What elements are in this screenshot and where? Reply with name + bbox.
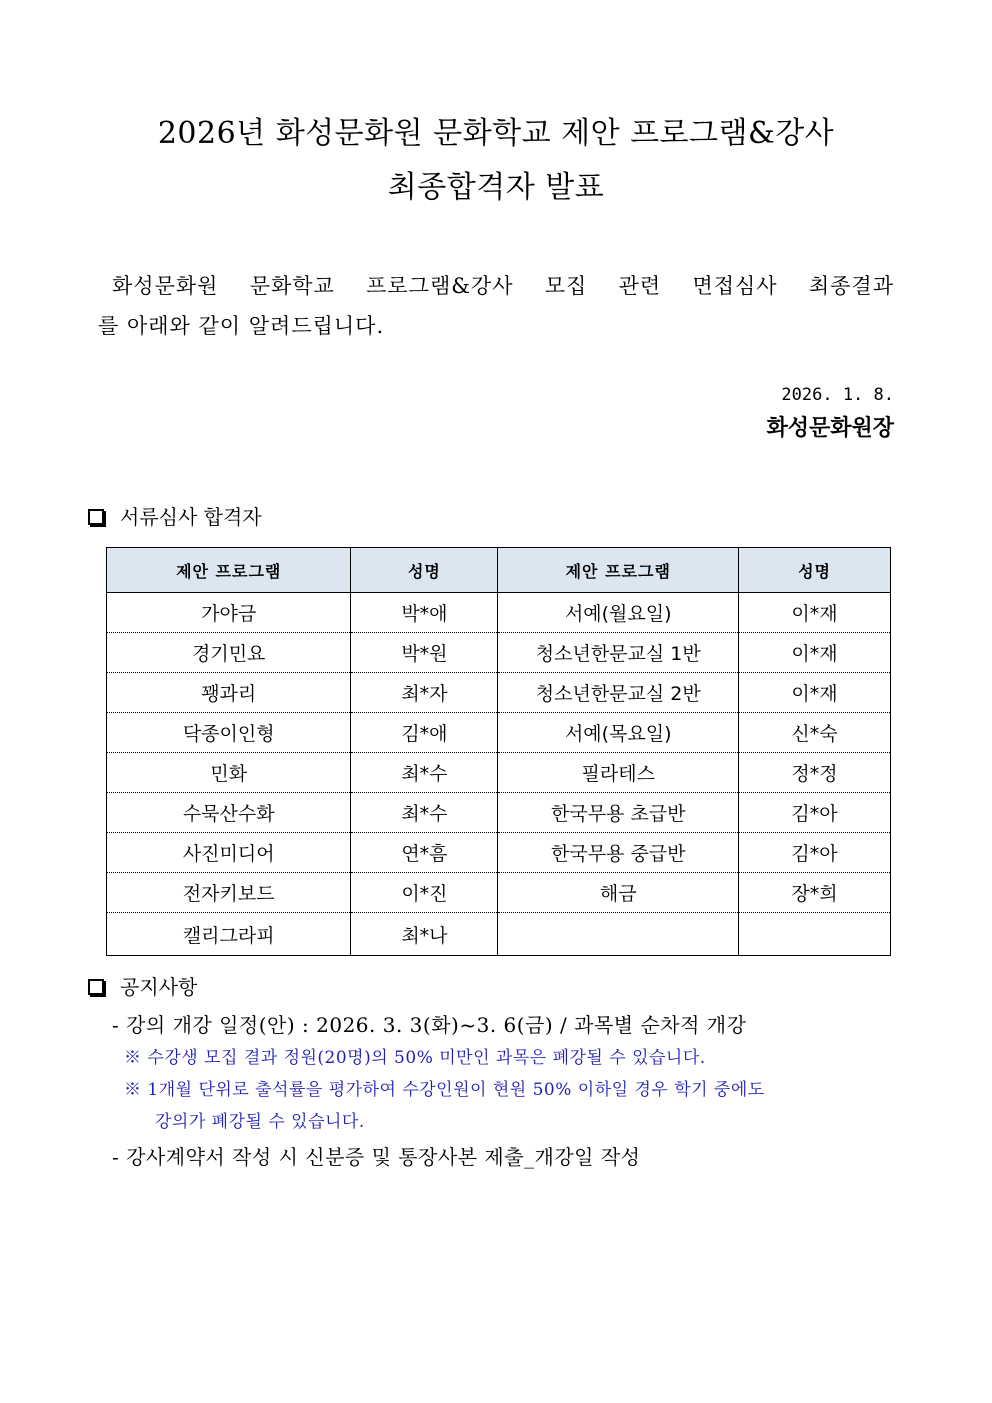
notice-note-cancellation: ※ 수강생 모집 결과 정원(20명)의 50% 미만인 과목은 폐강될 수 있습니다. bbox=[124, 1048, 706, 1068]
table-cell: 박*원 bbox=[351, 633, 498, 673]
table-cell: 필라테스 bbox=[498, 753, 739, 793]
header-program-2: 제안 프로그램 bbox=[498, 548, 739, 593]
table-cell: 사진미디어 bbox=[107, 833, 351, 873]
table-cell: 수묵산수화 bbox=[107, 793, 351, 833]
table-row bbox=[107, 873, 891, 913]
table-cell: 한국무용 초급반 bbox=[498, 793, 739, 833]
table-cell: 민화 bbox=[107, 753, 351, 793]
table-row bbox=[107, 793, 891, 833]
issuer-name: 화성문화원장 bbox=[766, 415, 894, 441]
table-cell: 전자키보드 bbox=[107, 873, 351, 913]
table-row bbox=[107, 913, 891, 956]
table-cell: 한국무용 중급반 bbox=[498, 833, 739, 873]
table-header-row bbox=[107, 548, 891, 593]
section-heading-label: 공지사항 bbox=[120, 975, 198, 999]
table-cell: 서예(목요일) bbox=[498, 713, 739, 753]
checkbox-bullet-icon bbox=[88, 979, 104, 995]
table-cell: 최*나 bbox=[351, 913, 498, 956]
table-cell: 김*아 bbox=[739, 833, 891, 873]
table-row bbox=[107, 673, 891, 713]
table-cell: 최*자 bbox=[351, 673, 498, 713]
table-cell: 장*희 bbox=[739, 873, 891, 913]
table-row bbox=[107, 633, 891, 673]
table-row bbox=[107, 833, 891, 873]
table-cell: 청소년한문교실 2반 bbox=[498, 673, 739, 713]
table-cell: 캘리그라피 bbox=[107, 913, 351, 956]
header-name-2: 성명 bbox=[739, 548, 891, 593]
notice-contract: - 강사계약서 작성 시 신분증 및 통장사본 제출_개강일 작성 bbox=[112, 1145, 641, 1169]
table-cell: 김*아 bbox=[739, 793, 891, 833]
table-cell: 신*숙 bbox=[739, 713, 891, 753]
table-cell: 서예(월요일) bbox=[498, 593, 739, 633]
section-heading-label: 서류심사 합격자 bbox=[120, 505, 262, 529]
table-cell: 정*정 bbox=[739, 753, 891, 793]
table-cell: 청소년한문교실 1반 bbox=[498, 633, 739, 673]
notice-note-attendance-line2: 강의가 폐강될 수 있습니다. bbox=[155, 1112, 365, 1132]
section-heading-notice bbox=[88, 972, 197, 1002]
table-cell: 이*재 bbox=[739, 633, 891, 673]
results-table bbox=[106, 547, 891, 956]
table-cell: 닥종이인형 bbox=[107, 713, 351, 753]
table-cell: 김*애 bbox=[351, 713, 498, 753]
notice-note-attendance-line1: ※ 1개월 단위로 출석률을 평가하여 수강인원이 현원 50% 이하일 경우 학기 중에도 bbox=[124, 1080, 765, 1100]
table-cell: 이*재 bbox=[739, 593, 891, 633]
table-cell: 가야금 bbox=[107, 593, 351, 633]
table-cell: 박*애 bbox=[351, 593, 498, 633]
table-cell: 해금 bbox=[498, 873, 739, 913]
checkbox-bullet-icon bbox=[88, 509, 104, 525]
table-cell: 이*진 bbox=[351, 873, 498, 913]
table-cell bbox=[498, 913, 739, 956]
section-heading-document-review bbox=[88, 502, 262, 532]
header-name-1: 성명 bbox=[351, 548, 498, 593]
document-subtitle: 최종합격자 발표 bbox=[387, 170, 605, 205]
table-cell: 최*수 bbox=[351, 793, 498, 833]
table-cell bbox=[739, 913, 891, 956]
table-cell: 연*흠 bbox=[351, 833, 498, 873]
intro-text-line2: 를 아래와 같이 알려드립니다. bbox=[98, 314, 385, 338]
table-cell: 이*재 bbox=[739, 673, 891, 713]
intro-text-line1: 화성문화원 문화학교 프로그램&강사 모집 관련 면접심사 최종결과 bbox=[112, 274, 894, 298]
header-program-1: 제안 프로그램 bbox=[107, 548, 351, 593]
table-cell: 꽹과리 bbox=[107, 673, 351, 713]
notice-schedule: - 강의 개강 일정(안) : 2026. 3. 3(화)~3. 6(금) / 과목별 순차적 개강 bbox=[112, 1013, 747, 1037]
announcement-date: 2026. 1. 8. bbox=[781, 385, 894, 405]
document-title: 2026년 화성문화원 문화학교 제안 프로그램&강사 bbox=[157, 116, 835, 151]
table-cell: 최*수 bbox=[351, 753, 498, 793]
table-cell: 경기민요 bbox=[107, 633, 351, 673]
table-row bbox=[107, 713, 891, 753]
table-row bbox=[107, 593, 891, 633]
table-row bbox=[107, 753, 891, 793]
